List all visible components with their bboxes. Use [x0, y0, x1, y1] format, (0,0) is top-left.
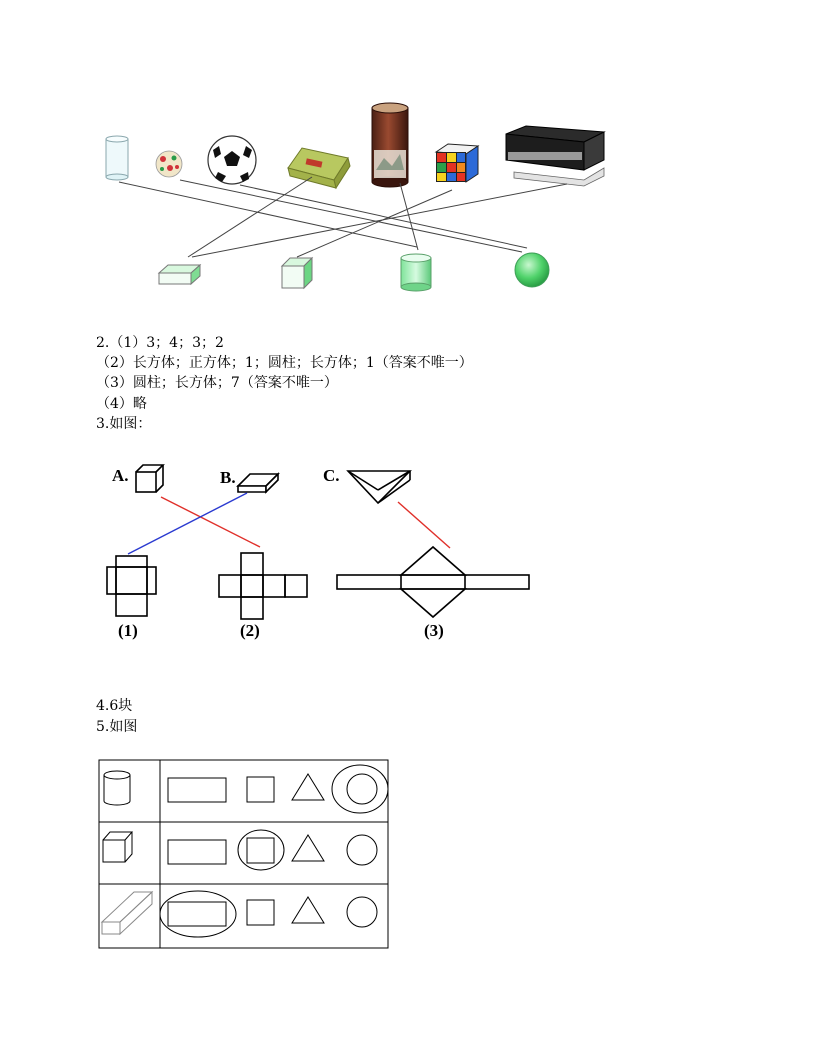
label-net-3: (3): [424, 621, 444, 640]
answer-q3-title: 3.如图：: [96, 416, 152, 432]
net-1: [107, 556, 156, 616]
glass-cup-icon: [106, 136, 128, 180]
row-cube-solid-icon: [103, 832, 132, 862]
table-grid: [99, 760, 388, 948]
row-cube-faces: [168, 830, 377, 870]
net-3: [337, 547, 529, 617]
row-cylinder-solid-icon: [104, 771, 130, 805]
label-b: B.: [220, 468, 236, 487]
answer-q4: 4.6块: [96, 698, 133, 714]
cuboid-shape-icon: [159, 265, 200, 284]
small-ball-icon: [156, 151, 182, 177]
answer-q2-line1: 2.（1）3；4；3；2: [96, 335, 224, 351]
label-c: C.: [323, 466, 340, 485]
match-box-icon: [288, 148, 350, 188]
soccer-ball-icon: [208, 136, 256, 184]
figure-object-matching: [0, 0, 816, 320]
label-net-1: (1): [118, 621, 138, 640]
row-cylinder-faces: [168, 765, 388, 813]
matching-lines: [119, 177, 567, 257]
answer-q2-line4: （4）略: [96, 396, 147, 412]
solid-a-cube-icon: [136, 465, 163, 492]
solid-b-flat-cuboid-icon: [238, 474, 278, 492]
answer-q5-title: 5.如图: [96, 719, 138, 735]
rubiks-cube-icon: [436, 144, 478, 182]
red-match-line-c: [398, 502, 450, 548]
blue-match-line-b: [128, 493, 247, 554]
solid-c-triangular-prism-icon: [348, 471, 410, 503]
label-a: A.: [112, 466, 129, 485]
row-cuboid-faces: [160, 891, 377, 937]
row-cuboid-solid-icon: [102, 892, 152, 934]
sphere-shape-icon: [515, 253, 549, 287]
cylinder-shape-icon: [401, 254, 431, 291]
tea-can-icon: [372, 103, 408, 187]
red-match-line-a: [161, 497, 260, 547]
cube-shape-icon: [282, 258, 312, 288]
net-2: [219, 553, 307, 619]
figure-faces-table: [0, 750, 816, 960]
answer-q2-line3: （3）圆柱；长方体；7（答案不唯一）: [96, 375, 338, 391]
answer-q2-line2: （2）长方体；正方体；1；圆柱；长方体；1（答案不唯一）: [96, 355, 473, 371]
shoe-box-icon: [506, 126, 604, 186]
figure-nets-matching: [0, 450, 816, 650]
label-net-2: (2): [240, 621, 260, 640]
